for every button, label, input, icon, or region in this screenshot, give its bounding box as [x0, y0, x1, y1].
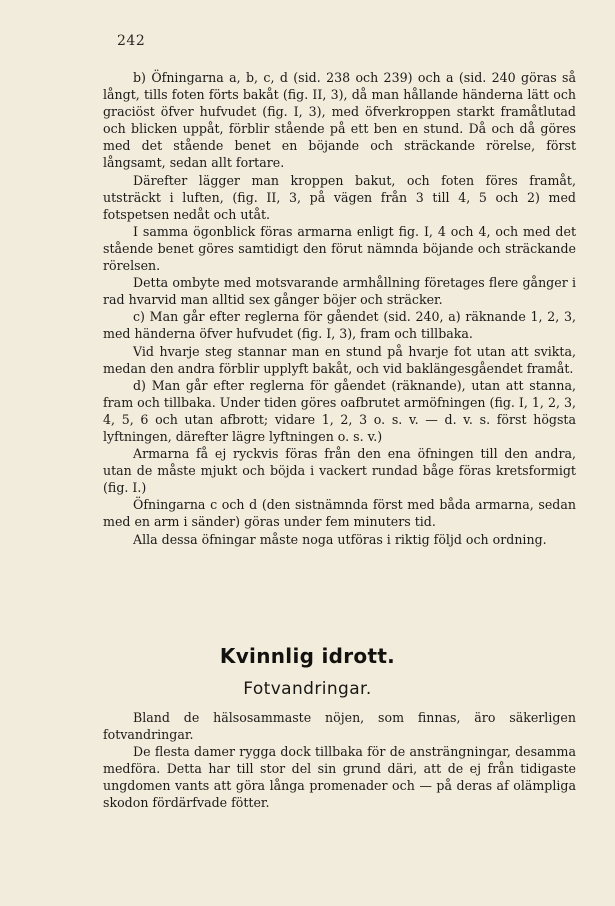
- paragraph: b) Öfningarna a, b, c, d (sid. 238 och 239) och a (sid. 240 göras så långt, tills foten förts bakåt (fig. II, 3), då man hållande händerna lätt och graciöst öfver hufvudet (fig. I, 3), med öfverkroppen starkt framåtlutad och blicken uppåt, förblir stående på ett ben en stund. Då och då göres med det stående benet en böjande och sträckande rörelse, först långsamt, sedan allt fortare.: [103, 70, 576, 171]
- paragraph: Alla dessa öfningar måste noga utföras i riktig följd och ordning.: [133, 531, 547, 547]
- text-block-bottom: [103, 709, 576, 812]
- paragraph: De flesta damer rygga dock tillbaka för de ansträngningar, desamma medföra. Detta har till stor del sin grund däri, att de ej från tidigaste ungdomen vants att göra långa promenader och — på deras af olämpliga skodon fördärfvade fötter.: [103, 744, 576, 811]
- paragraph: Därefter lägger man kroppen bakut, och foten föres framåt, utsträckt i luften, (fig. II, 3, på vägen från 3 till 4, 5 och 2) med fotspetsen nedåt och utåt.: [103, 172, 576, 222]
- page-number: 242: [117, 33, 146, 49]
- paragraph: I samma ögonblick föras armarna enligt fig. I, 4 och 4, och med det stående benet göres samtidigt den förut nämnda böjande och sträckande rörelsen.: [103, 223, 576, 274]
- paragraph: Armarna få ej ryckvis föras från den ena öfningen till den andra, utan de måste mjukt och böjda i vackert rundad båge föras kretsformigt (fig. I.): [103, 446, 576, 496]
- paragraph: Vid hvarje steg stannar man en stund på hvarje fot utan att svikta, medan den andra förblir upplyft bakåt, och vid baklängesgåendet framåt.: [103, 343, 576, 376]
- paragraph: c) Man går efter reglerna för gåendet (sid. 240, a) räknande 1, 2, 3, med händerna öfver hufvudet (fig. I, 3), fram och tillbaka.: [103, 309, 576, 342]
- paragraph: Detta ombyte med motsvarande armhållning företages flere gånger i rad hvarvid man alltid sex gånger böjer och sträcker.: [103, 275, 576, 308]
- paragraph: Bland de hälsosammaste nöjen, som finnas, äro säkerligen fotvandringar.: [103, 710, 576, 743]
- paragraph: d) Man går efter reglerna för gåendet (räknande), utan att stanna, fram och tillbaka. Under tiden göres oafbrutet armöfningen (fig. I, 1, 2, 3, 4, 5, 6 och utan afbrott; vidare 1, 2, 3 o. s. v. — d. v. s. först högsta lyftningen, därefter lägre lyftningen o. s. v.): [103, 377, 576, 444]
- section-subtitle: Fotvandringar.: [243, 679, 372, 699]
- text-block-top: [103, 69, 576, 548]
- paragraph: Öfningarna c och d (den sistnämnda först med båda armarna, sedan med en arm i sänder) göras under fem minuters tid.: [103, 497, 576, 530]
- section-title: Kvinnlig idrott.: [219, 644, 396, 668]
